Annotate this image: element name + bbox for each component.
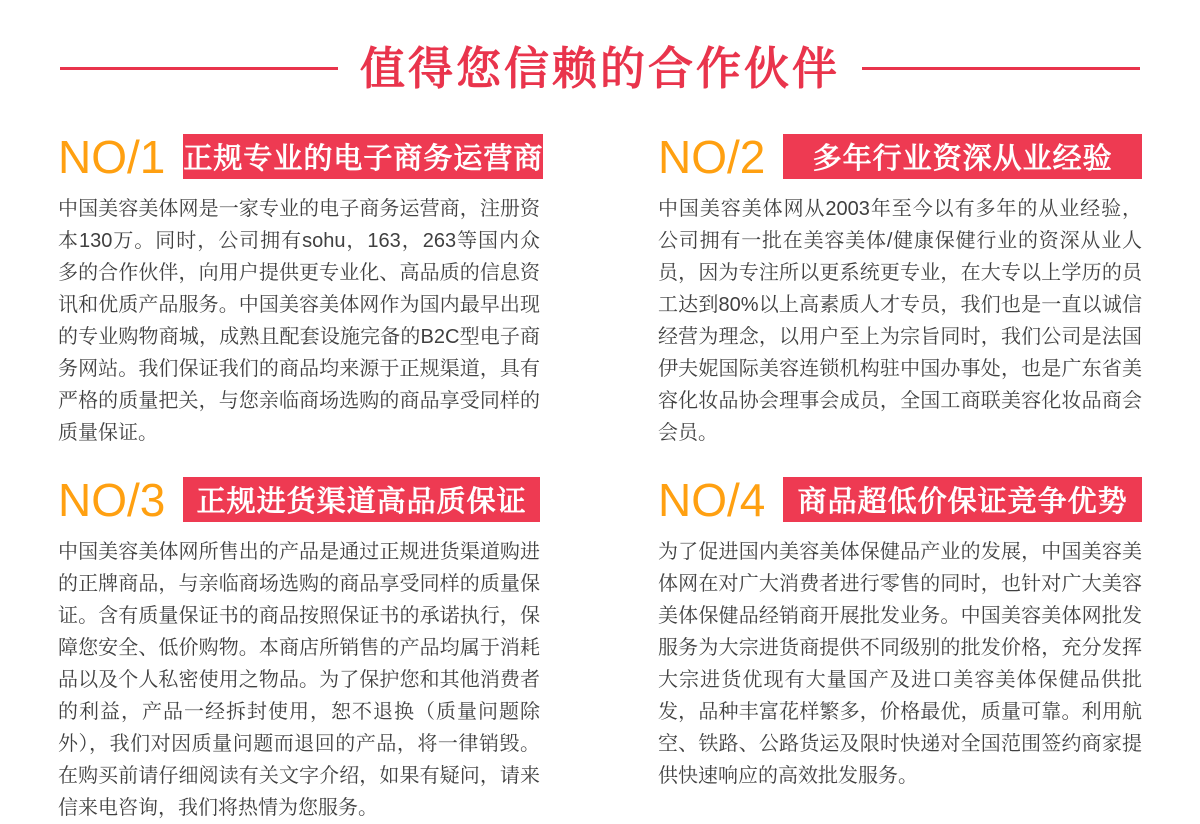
section-no2 <box>658 130 1142 449</box>
sections-grid <box>58 130 1142 824</box>
section-no4 <box>658 473 1142 824</box>
section-no3-header <box>58 473 540 526</box>
title-divider-left <box>60 67 338 70</box>
page-header <box>0 0 1200 94</box>
section-no4-banner: 商品超低价保证竞争优势 <box>783 477 1142 522</box>
section-no2-header <box>658 130 1142 183</box>
section-no1-number: NO/1 <box>58 130 166 183</box>
section-no3-banner: 正规进货渠道高品质保证 <box>183 477 540 522</box>
section-no2-body: 中国美容美体网从2003年至今以有多年的从业经验，公司拥有一批在美容美体/健康保健行业的资深从业人员，因为专注所以更系统更专业，在大专以上学历的员工达到80%以上高素质人才专员，我们也是一直以诚信经营为理念，以用户至上为宗旨同时，我们公司是法国伊夫妮国际美容连锁机构驻中国办事处，也是广东省美容化妆品协会理事会成员，全国工商联美容化妆品商会会员。 <box>658 197 1142 444</box>
section-no1-banner: 正规专业的电子商务运营商 <box>183 134 543 179</box>
section-no4-header <box>658 473 1142 526</box>
section-no4-number: NO/4 <box>658 473 766 526</box>
section-no2-banner: 多年行业资深从业经验 <box>783 134 1142 179</box>
page-title: 值得您信赖的合作伙伴 <box>359 43 840 94</box>
section-no3 <box>58 473 540 824</box>
section-no4-body: 为了促进国内美容美体保健品产业的发展，中国美容美体网在对广大消费者进行零售的同时，也针对广大美容美体保健品经销商开展批发业务。中国美容美体网批发服务为大宗进货商提供不同级别的批发价格，充分发挥大宗进货优现有大量国产及进口美容美体保健品供批发，品种丰富花样繁多，价格最优，质量可靠。利用航空、铁路、公路货运及限时快递对全国范围签约商家提供快速响应的高效批发服务。 <box>658 540 1142 787</box>
section-no1-body: 中国美容美体网是一家专业的电子商务运营商，注册资本130万。同时，公司拥有sohu，163，263等国内众多的合作伙伴，向用户提供更专业化、高品质的信息资讯和优质产品服务。中国美容美体网作为国内最早出现的专业购物商城，成熟且配套设施完备的B2C型电子商务网站。我们保证我们的商品均来源于正规渠道，具有严格的质量把关，与您亲临商场选购的商品享受同样的质量保证。 <box>58 197 540 444</box>
title-divider-right <box>862 67 1140 70</box>
section-no1 <box>58 130 544 449</box>
section-no3-body: 中国美容美体网所售出的产品是通过正规进货渠道购进的正牌商品，与亲临商场选购的商品享受同样的质量保证。含有质量保证书的商品按照保证书的承诺执行，保障您安全、低价购物。本商店所销售的产品均属于消耗品以及个人私密使用之物品。为了保护您和其他消费者的利益，产品一经拆封使用，恕不退换（质量问题除外），我们对因质量问题而退回的产品，将一律销毁。在购买前请仔细阅读有关文字介绍，如果有疑问，请来信来电咨询，我们将热情为您服务。 <box>58 540 540 819</box>
section-no2-number: NO/2 <box>658 130 766 183</box>
section-no3-number: NO/3 <box>58 473 166 526</box>
section-no1-header <box>58 130 544 183</box>
